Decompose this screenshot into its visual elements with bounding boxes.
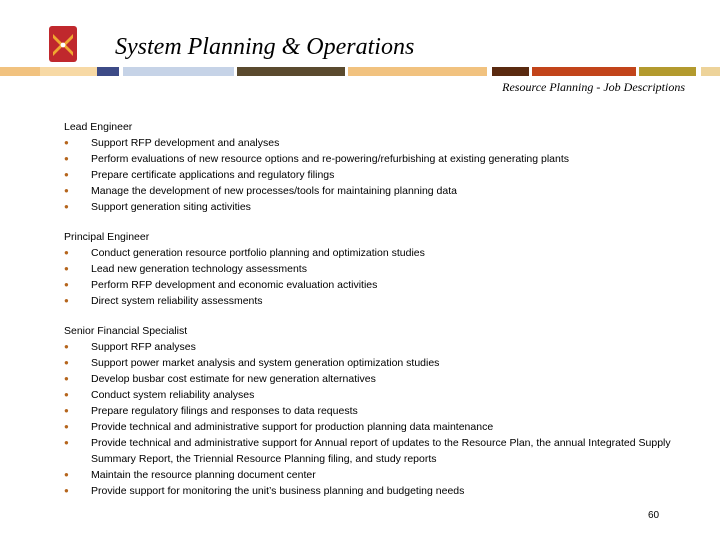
list-item-text: Support generation siting activities [91, 201, 251, 213]
section-lead-engineer [64, 119, 684, 215]
section-principal-engineer [64, 229, 684, 309]
list-item-text: Conduct generation resource portfolio planning and optimization studies [91, 247, 425, 259]
list-item [64, 355, 684, 371]
color-bar-segment [532, 67, 636, 76]
list-item [64, 435, 684, 467]
list-item-text: Lead new generation technology assessments [91, 263, 307, 275]
bullet-icon: ● [64, 186, 69, 195]
bullet-icon: ● [64, 390, 69, 399]
list-item [64, 293, 684, 309]
bullet-list [64, 135, 684, 215]
list-item [64, 387, 684, 403]
color-bar-segment [237, 67, 345, 76]
list-item-text: Prepare certificate applications and regulatory filings [91, 169, 335, 181]
color-bar-segment [40, 67, 97, 76]
list-item [64, 339, 684, 355]
list-item [64, 277, 684, 293]
bullet-icon: ● [64, 486, 69, 495]
color-bar-segment [348, 67, 487, 76]
list-item-text: Perform evaluations of new resource options and re-powering/refurbishing at existing generating plants [91, 153, 570, 165]
list-item [64, 151, 684, 167]
list-item [64, 419, 684, 435]
bullet-icon: ● [64, 342, 69, 351]
page-title: System Planning & Operations [115, 34, 415, 60]
list-item [64, 167, 684, 183]
list-item [64, 403, 684, 419]
list-item-text: Support power market analysis and system generation optimization studies [91, 357, 440, 369]
color-bar-segment [123, 67, 234, 76]
company-logo-icon [49, 26, 77, 62]
bullet-icon: ● [64, 422, 69, 431]
bullet-list [64, 339, 684, 499]
bullet-icon: ● [64, 264, 69, 273]
bullet-icon: ● [64, 170, 69, 179]
bullet-icon: ● [64, 248, 69, 257]
list-item [64, 245, 684, 261]
list-item-text: Provide technical and administrative support for Annual report of updates to the Resource Plan, the annual Integrated Supply Summary Report, the Triennial Resource Planning filing, and study reports [91, 437, 671, 465]
bullet-icon: ● [64, 296, 69, 305]
bullet-icon: ● [64, 374, 69, 383]
list-item-text: Support RFP development and analyses [91, 137, 280, 149]
bullet-icon: ● [64, 154, 69, 163]
bullet-icon: ● [64, 406, 69, 415]
job-descriptions [64, 119, 684, 513]
list-item-text: Provide support for monitoring the unit’s business planning and budgeting needs [91, 485, 465, 497]
list-item-text: Manage the development of new processes/tools for maintaining planning data [91, 185, 457, 197]
list-item [64, 483, 684, 499]
page-number: 60 [648, 510, 660, 521]
bullet-icon: ● [64, 280, 69, 289]
section-title: Senior Financial Specialist [64, 325, 188, 337]
list-item [64, 467, 684, 483]
list-item [64, 261, 684, 277]
list-item-text: Direct system reliability assessments [91, 295, 263, 307]
list-item-text: Develop busbar cost estimate for new generation alternatives [91, 373, 376, 385]
color-bar-segment [639, 67, 696, 76]
list-item-text: Conduct system reliability analyses [91, 389, 255, 401]
section-title: Principal Engineer [64, 231, 150, 243]
list-item [64, 371, 684, 387]
color-bar-segment [701, 67, 720, 76]
bullet-icon: ● [64, 358, 69, 367]
section-senior-financial-specialist [64, 323, 684, 499]
bullet-list [64, 245, 684, 309]
bullet-icon: ● [64, 138, 69, 147]
logo-center [61, 43, 66, 48]
section-title: Lead Engineer [64, 121, 133, 133]
page-subtitle: Resource Planning - Job Descriptions [502, 80, 685, 94]
color-bar-segment [97, 67, 119, 76]
list-item [64, 135, 684, 151]
list-item-text: Perform RFP development and economic evaluation activities [91, 279, 378, 291]
header-color-bar [0, 67, 720, 76]
list-item [64, 199, 684, 215]
color-bar-segment [492, 67, 529, 76]
list-item-text: Provide technical and administrative support for production planning data maintenance [91, 421, 494, 433]
list-item-text: Prepare regulatory filings and responses to data requests [91, 405, 358, 417]
color-bar-segment [0, 67, 40, 76]
list-item-text: Maintain the resource planning document center [91, 469, 316, 481]
list-item [64, 183, 684, 199]
bullet-icon: ● [64, 470, 69, 479]
bullet-icon: ● [64, 202, 69, 211]
list-item-text: Support RFP analyses [91, 341, 196, 353]
bullet-icon: ● [64, 438, 69, 447]
